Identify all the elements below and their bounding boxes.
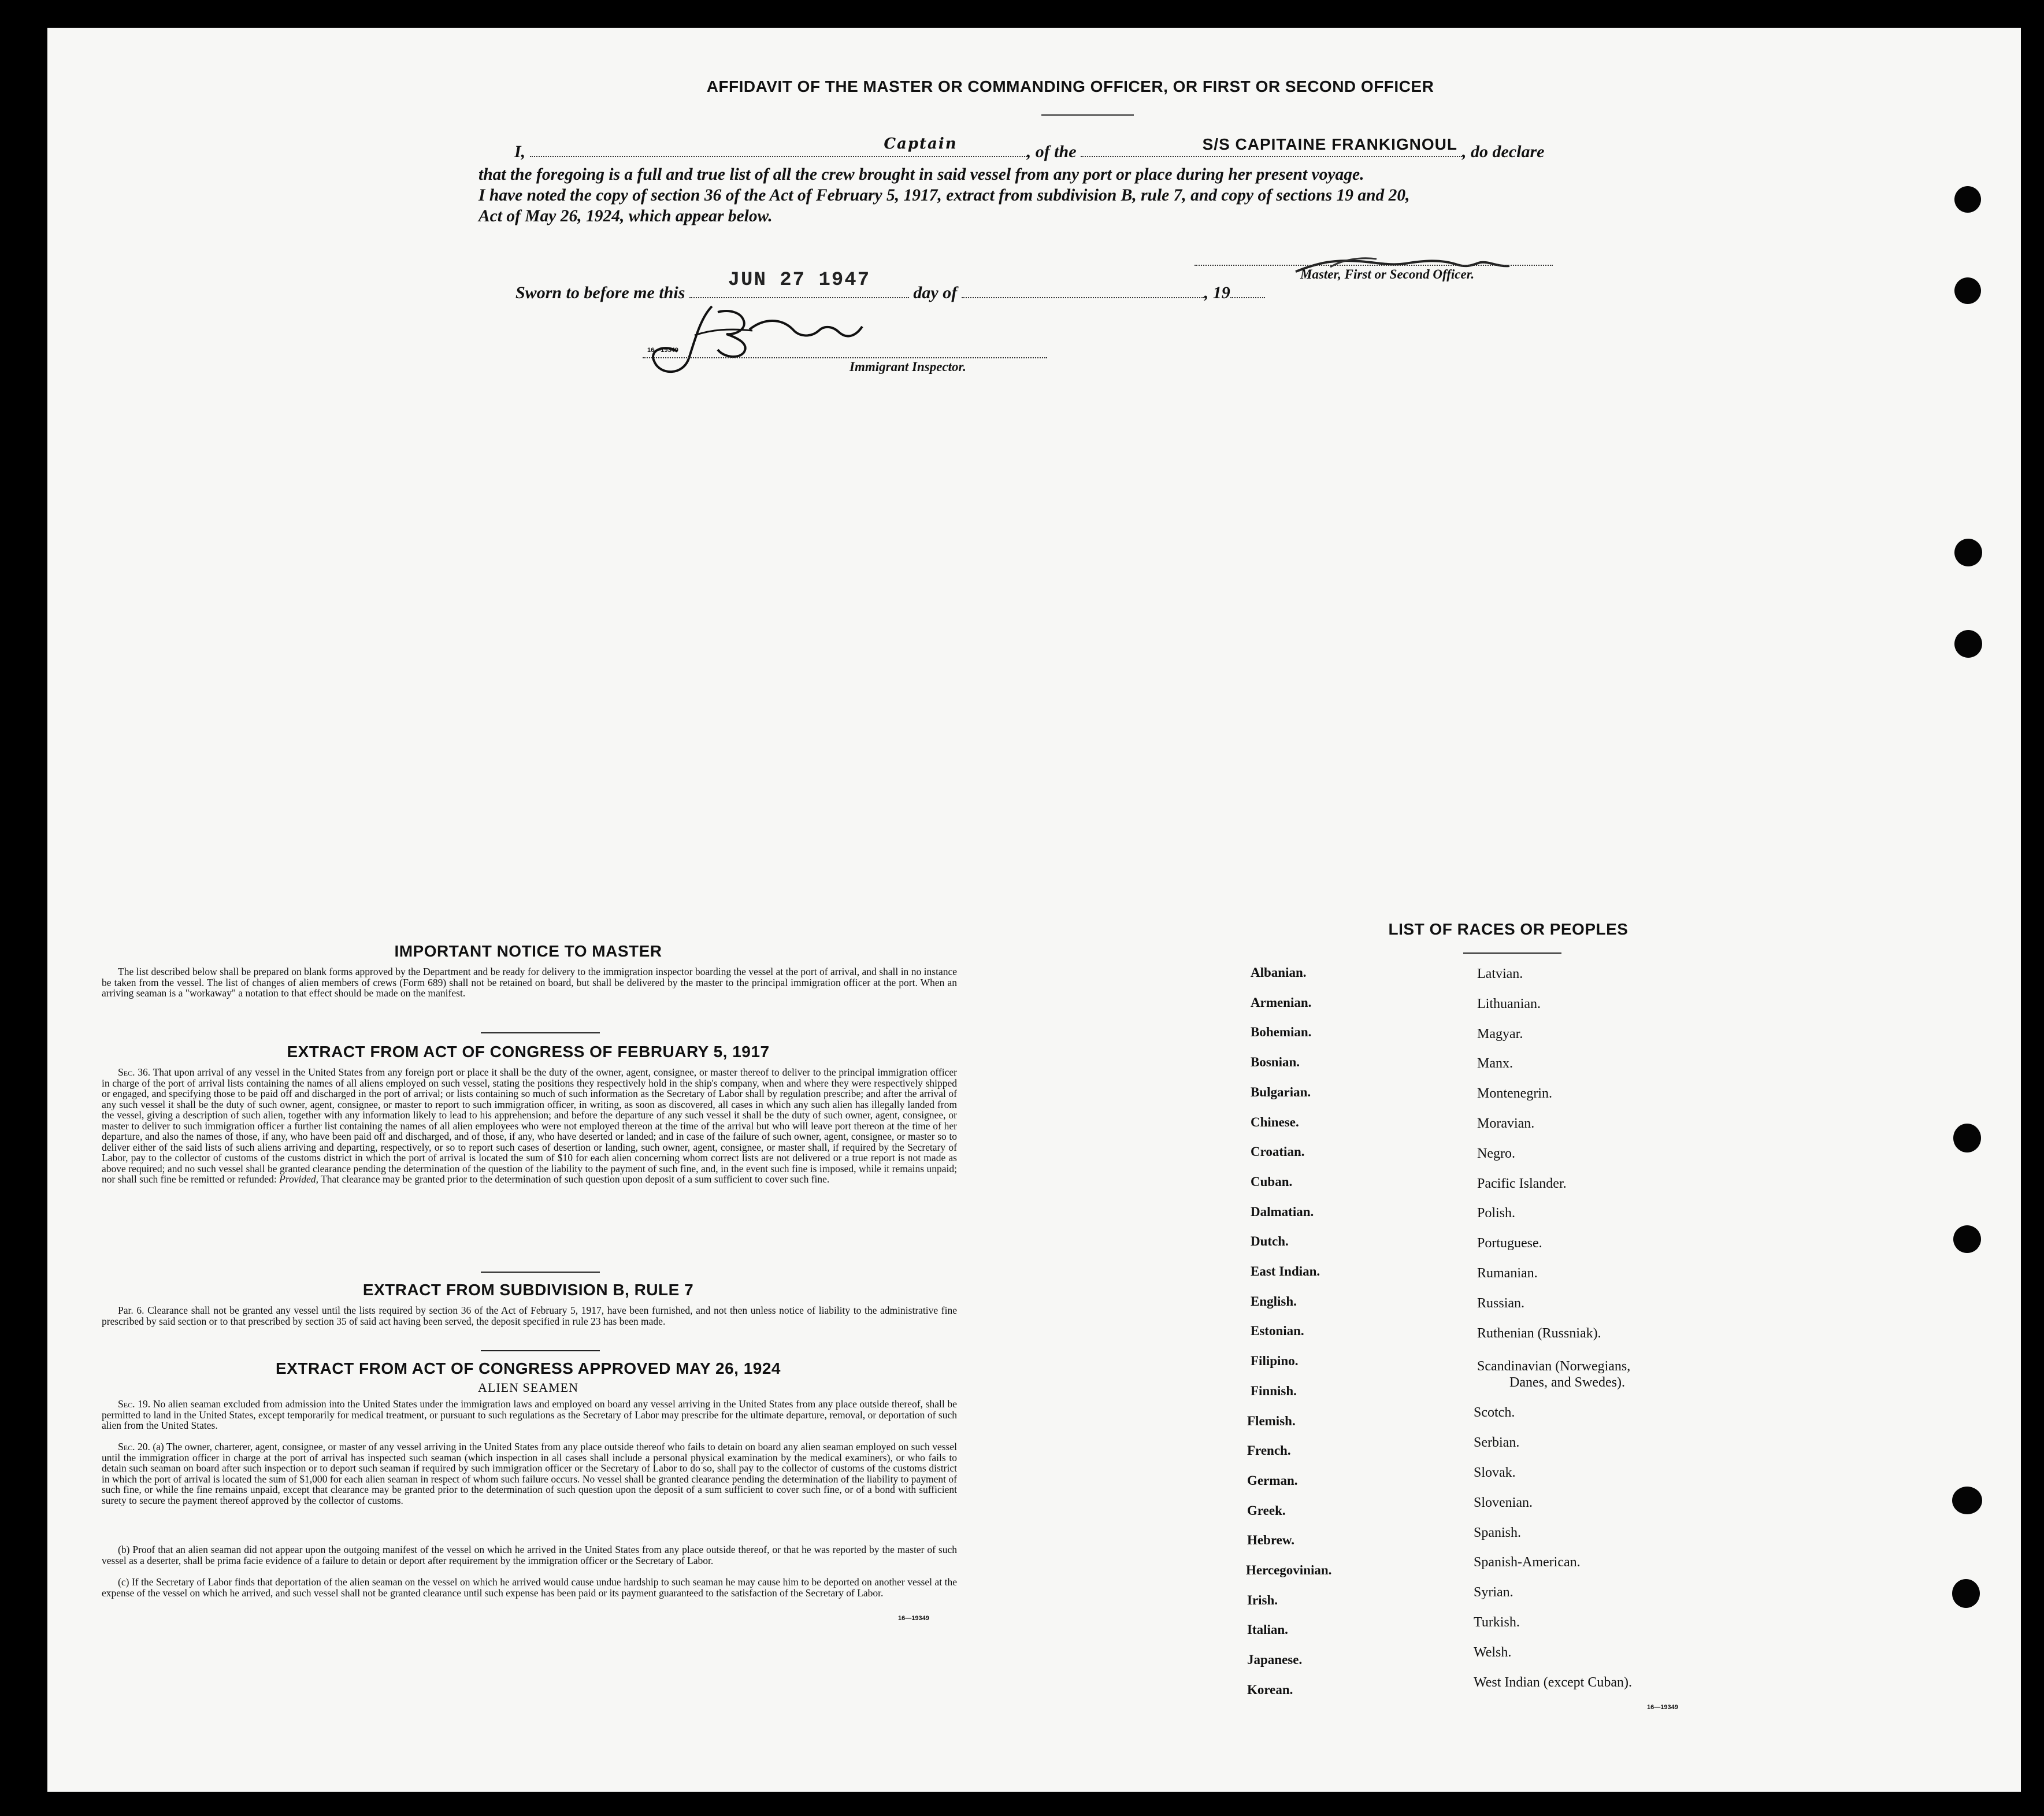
race-item: Welsh. [1474, 1644, 1512, 1660]
race-item: Japanese. [1247, 1652, 1303, 1667]
notice-form-code: 16—19349 [898, 1615, 929, 1622]
line1-suffix: , do declare [1462, 142, 1545, 161]
sworn-prefix: Sworn to before me this [515, 283, 685, 302]
race-item: Danes, and Swedes). [1509, 1375, 1625, 1391]
race-item: Syrian. [1474, 1585, 1513, 1600]
sec20-label: Sec. 20. [118, 1441, 150, 1452]
race-item: Negro. [1477, 1146, 1515, 1161]
sec19-label: Sec. 19. [118, 1398, 151, 1410]
punch-hole [1952, 1487, 1982, 1514]
line1-mid: , of the [1026, 142, 1077, 161]
punch-hole [1954, 630, 1982, 658]
race-item: Latvian. [1477, 966, 1523, 981]
punch-hole [1952, 1579, 1980, 1608]
alien-seamen-subtitle: ALIEN SEAMEN [478, 1380, 578, 1395]
vessel-name: S/S CAPITAINE FRANKIGNOUL [1202, 135, 1458, 153]
race-item: Chinese. [1251, 1114, 1299, 1129]
race-item: Portuguese. [1477, 1236, 1542, 1251]
race-item: Russian. [1477, 1295, 1525, 1311]
notice-title: IMPORTANT NOTICE TO MASTER [394, 942, 662, 960]
race-item: German. [1247, 1473, 1298, 1488]
race-item: Spanish-American. [1474, 1555, 1581, 1570]
proviso-text: That clearance may be granted prior to the determination of such question upon deposit of a sum sufficient to cover such fine. [321, 1173, 830, 1185]
race-item: Greek. [1247, 1503, 1286, 1518]
year-prefix: , 19 [1204, 283, 1230, 302]
day-of-label: day of [913, 283, 958, 302]
master-caption: Master, First or Second Officer. [1300, 267, 1475, 281]
race-item: Bohemian. [1251, 1025, 1312, 1040]
race-item: Bulgarian. [1251, 1084, 1311, 1099]
race-item: Filipino. [1251, 1354, 1299, 1369]
race-item: Estonian. [1251, 1324, 1304, 1339]
race-item: Lithuanian. [1477, 996, 1541, 1011]
officer-title-handwritten: Captain [884, 135, 958, 153]
race-item: Flemish. [1247, 1413, 1296, 1428]
punch-hole [1953, 1225, 1981, 1253]
race-item: English. [1251, 1294, 1297, 1309]
title-divider [1041, 114, 1134, 116]
punch-hole [1953, 1124, 1981, 1152]
race-item: Irish. [1247, 1592, 1278, 1607]
race-item: Dalmatian. [1251, 1204, 1314, 1219]
race-item: Bosnian. [1251, 1055, 1300, 1070]
race-item: Italian. [1247, 1622, 1288, 1637]
sworn-date-stamp: JUN 27 1947 [728, 269, 871, 291]
race-item: Scotch. [1474, 1405, 1515, 1421]
race-item: Spanish. [1474, 1525, 1522, 1540]
sec20c-body: (c) If the Secretary of Labor finds that deportation of the alien seaman on the vessel on which he arrived would cause undue hardship to such seaman he may cause him to be deported on another vessel at the expense of the vessel on which he arrived, and such vessel shall not be granted clearance until such expense has been paid or its payment guaranteed to the satisfaction of the Secretary of Labor. [102, 1576, 957, 1599]
sec36-text: That upon arrival of any vessel in the United States from any foreign port or place it shall be the duty of the owner, agent, consignee, or master thereof to deliver to the principal immigration officer in charge of the port of arrival lists containing the names of all aliens employed on such vessel, stating the positions they respectively hold in the ship's company, when and where they were respectively shipped or engaged, and specifying those to be paid off and discharged in the port of arrival; or lists containing so much of such information as the Secretary of Labor shall by regulation prescribe; and after the arrival of any such vessel it shall be the duty of such owner, agent, consignee, or master to report to such immigration officer, in writing, as soon as discovered, all cases in which any such alien has illegally landed from the vessel, giving a description of such alien, together with any information likely to lead to his apprehension; and before the departure of any such vessel it shall be the duty of such owner, agent, consignee, or master to deliver to such immigration officer a further list containing the names of all alien employees who were not employed thereon at the time of the arrival but who will leave port thereon at the time of her departure, and also the names of those, if any, who have been paid off and discharged, and of those, if any, who have deserted or landed; and in case of the failure of such owner, agent, consignee, or master so to deliver either of the said lists of such aliens arriving and departing, respectively, or so to report such cases of desertion or landing, such owner, agent, consignee, or master shall, if required by the Secretary of Labor, pay to the collector of customs of the customs district in which the port of arrival is located the sum of $10 for each alien concerning whom correct lists are not delivered or a true report is not made as above required; and no such vessel shall be granted clearance pending the determination of the question of the liability to the payment of such fine, and, in the event such fine is imposed, while it remains unpaid; nor shall such fine be remitted or refunded: [102, 1066, 957, 1185]
line1-prefix: I, [514, 142, 526, 161]
affidavit-line-4: Act of May 26, 1924, which appear below. [478, 207, 773, 225]
race-item: West Indian (except Cuban). [1474, 1674, 1632, 1690]
rule7-title: EXTRACT FROM SUBDIVISION B, RULE 7 [362, 1281, 694, 1299]
notice-body: The list described below shall be prepared on blank forms approved by the Department and be ready for delivery to the immigration inspector boarding the vessel at the port of arrival, and shall in no instance be taken from the vessel. The list of changes of alien members of crews (Form 689) shall not be retained on board, but shall be delivered by the master to the principal immigration officer at the port. When an arriving seaman is a "workaway" a notation to that effect should be made on the manifest. [102, 966, 957, 999]
races-title-divider [1463, 953, 1561, 954]
inspector-signature-line [643, 357, 1047, 358]
race-item: Moravian. [1477, 1116, 1535, 1131]
officer-title-field [530, 135, 1027, 157]
divider [481, 1272, 600, 1273]
race-item: Rumanian. [1477, 1266, 1538, 1281]
inspector-form-code: 16—19349 [647, 347, 678, 354]
affidavit-line-3: I have noted the copy of section 36 of the Act of February 5, 1917, extract from subdivision B, rule 7, and copy of sections 19 and 20, [478, 186, 1410, 205]
race-item: French. [1247, 1443, 1291, 1458]
year-field [1230, 283, 1265, 298]
divider [481, 1350, 600, 1351]
punch-hole [1954, 277, 1981, 304]
extract-1917-title: EXTRACT FROM ACT OF CONGRESS OF FEBRUARY 5, 1917 [287, 1043, 770, 1061]
extract-1917-body [102, 1067, 957, 1185]
affidavit-title: AFFIDAVIT OF THE MASTER OR COMMANDING OFFICER, OR FIRST OR SECOND OFFICER [706, 77, 1434, 95]
races-form-code: 16—19349 [1647, 1704, 1678, 1711]
race-item: Manx. [1477, 1056, 1513, 1072]
proviso-label: Provided, [279, 1173, 318, 1185]
race-item: Albanian. [1251, 965, 1307, 980]
races-title: LIST OF RACES OR PEOPLES [1388, 920, 1628, 938]
sec19-text: No alien seaman excluded from admission into the United States under the immigration laws and employed on board any vessel arriving in the United States from any place outside thereof, shall be permitted to land in the United States, except temporarily for medical treatment, or pursuant to such regulations as the Secretary of Labor may prescribe for the ultimate departure, removal, or deportation of such alien from the United States. [102, 1398, 957, 1431]
race-item: Scandinavian (Norwegians, [1477, 1359, 1631, 1374]
sec36-label: Sec. 36. [118, 1066, 151, 1078]
race-item: Turkish. [1474, 1615, 1520, 1630]
race-item: Croatian. [1251, 1144, 1305, 1159]
race-item: Armenian. [1251, 995, 1312, 1010]
month-field [962, 283, 1204, 298]
master-signature-line [1195, 265, 1553, 266]
sec20a-body [102, 1441, 957, 1506]
race-item: Polish. [1477, 1206, 1516, 1221]
race-item: Montenegrin. [1477, 1086, 1552, 1102]
race-item: Cuban. [1251, 1174, 1293, 1189]
race-item: Slovak. [1474, 1465, 1516, 1480]
sec19-body [102, 1399, 957, 1431]
vessel-name-field [1081, 135, 1462, 157]
race-item: Dutch. [1251, 1234, 1289, 1249]
inspector-caption: Immigrant Inspector. [849, 360, 966, 374]
punch-hole [1954, 539, 1982, 566]
affidavit-line-2: that the foregoing is a full and true list of all the crew brought in said vessel from any port or place during her present voyage. [478, 165, 1364, 184]
race-item: Hercegovinian. [1246, 1563, 1332, 1577]
document-page [47, 28, 2021, 1792]
divider [481, 1032, 600, 1033]
race-item: Serbian. [1474, 1435, 1520, 1451]
sec20a-text: (a) The owner, charterer, agent, consignee, or master of any vessel arriving in the United States from any place outside thereof who fails to detain on board any alien seaman employed on such vessel until the immigration officer in charge at the port of arrival has inspected such seaman (which inspection in all cases shall include a personal physical examination by the medical examiners), or who fails to detain such seaman on board after such inspection or to deport such seaman if required by such immigration officer or the Secretary of Labor to do so, shall pay to the collector of customs of the customs district in which the port of arrival is located the sum of $1,000 for each alien seaman in respect of whom such failure occurs. No vessel shall be granted clearance pending the determination of the liability to payment of such fine, or while the fine remains unpaid, except that clearance may be granted prior to the determination of such question upon the deposit of a sum sufficient to cover such fine, or of a bond with sufficient surety to secure the payment thereof approved by the collector of customs. [102, 1441, 957, 1506]
inspector-signature [625, 295, 880, 381]
race-item: Ruthenian (Russniak). [1477, 1325, 1601, 1341]
race-item: Pacific Islander. [1477, 1176, 1567, 1191]
race-item: Hebrew. [1247, 1533, 1294, 1548]
race-item: Korean. [1247, 1682, 1293, 1697]
extract-1924-title: EXTRACT FROM ACT OF CONGRESS APPROVED MAY 26, 1924 [276, 1359, 781, 1377]
punch-hole [1954, 186, 1981, 213]
race-item: Magyar. [1477, 1026, 1523, 1042]
race-item: East Indian. [1251, 1264, 1320, 1278]
rule7-body: Par. 6. Clearance shall not be granted any vessel until the lists required by section 36 of the Act of February 5, 1917, have been furnished, and not then unless notice of liability to the administrative fine prescribed by said section or to that prescribed by section 35 of said act having been served, the deposit specified in rule 23 has been made. [102, 1304, 957, 1327]
race-item: Slovenian. [1474, 1495, 1533, 1510]
affidavit-line-1 [514, 135, 1545, 162]
sec20b-body: (b) Proof that an alien seaman did not appear upon the outgoing manifest of the vessel on which he arrived in the United States from any place outside thereof, or that he was reported by the master of such vessel as a deserter, shall be prima facie evidence of a failure to detain or deport after requirement by the immigration officer or the Secretary of Labor. [102, 1544, 957, 1566]
race-item: Finnish. [1251, 1383, 1297, 1398]
